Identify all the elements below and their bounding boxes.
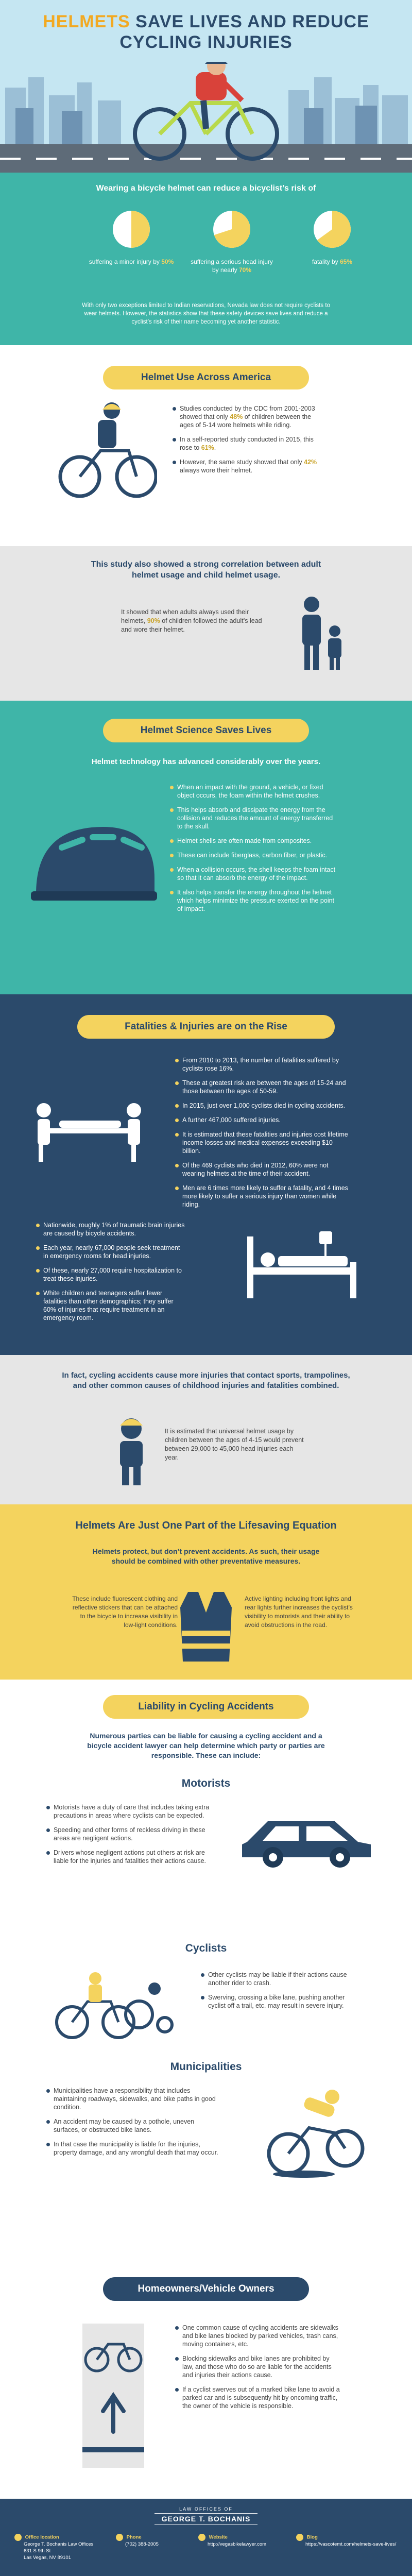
liability-title: Liability in Cycling Accidents (103, 1695, 309, 1719)
correlation-heading: This study also showed a strong correlation between adult helmet usage and child helmet usage. (91, 560, 321, 580)
correlation-text: It showed that when adults always used their helmets, 90% of children followed the adult’s lead and wore their helmet. (121, 608, 262, 633)
science-section (0, 701, 412, 994)
fatalities-list-left (36, 1221, 185, 1328)
logo-top-text: LAW OFFICES OF (179, 2506, 233, 2512)
blog-label: Blog (306, 2534, 318, 2540)
adult-child-icon (296, 595, 348, 672)
usage-title: Helmet Use Across America (103, 366, 309, 389)
list-item: Men are 6 times more likely to suffer a fatality, and 4 times more likely to suffer a serious injury than women while riding. (175, 1184, 350, 1209)
risk-stat-text: fatality by 65% (312, 258, 353, 265)
cyclist-illustration (118, 62, 294, 165)
correlation-section (0, 546, 412, 701)
usage-list (173, 404, 322, 481)
bike-lane-sign-icon (72, 2324, 154, 2468)
hero-title-highlight: HELMETS (43, 12, 130, 31)
equation-title: Helmets Are Just One Part of the Lifesaving Equation (75, 1520, 337, 1531)
blog-link[interactable]: https://vascotemt.com/helmets-save-lives/ (305, 2541, 397, 2547)
phone-number[interactable]: (702) 388-2005 (125, 2541, 159, 2547)
phone-label: Phone (126, 2534, 142, 2540)
list-item: One common cause of cycling accidents are sidewalks and bike lanes blocked by parked vehicles, trash cans, moving containers, etc. (175, 2324, 340, 2348)
footer-logo (154, 2506, 258, 2524)
owners-section (0, 2267, 412, 2499)
list-item: Of these, nearly 27,000 require hospitalization to treat these injuries. (36, 1266, 185, 1283)
list-item: Motorists have a duty of care that includes taking extra precautions in areas where cyclists can be expected. (46, 1803, 216, 1820)
usage-item: However, the same study showed that only 42% always wore their helmet. (173, 458, 322, 474)
list-item: Helmet shells are often made from composites. (170, 837, 340, 845)
science-list (170, 783, 340, 919)
risk-pie-icon (211, 209, 252, 250)
risk-pie-icon (111, 209, 152, 250)
footer-website (198, 2534, 286, 2548)
footer-office (14, 2534, 107, 2561)
list-item: These at greatest risk are between the ages of 15-24 and those between the ages of 50-59. (175, 1079, 350, 1095)
crashing-cyclists-icon (52, 1968, 175, 2040)
owners-list (175, 2324, 340, 2416)
hero-section (0, 0, 412, 173)
risk-pie-icon (312, 209, 353, 250)
municipalities-heading: Municipalities (170, 2061, 242, 2073)
usage-item: Studies conducted by the CDC from 2001-2003 showed that only 48% of children between the ages of 5-14 wore helmets while riding. (173, 404, 322, 429)
logo-name: GEORGE T. BOCHANIS (154, 2513, 258, 2524)
list-item: Of the 469 cyclists who died in 2012, 60% were not wearing helmets at the time of their accident. (175, 1161, 350, 1178)
list-item: When an impact with the ground, a vehicle, or fixed object occurs, the foam within the helmet crushes. (170, 783, 340, 800)
science-subtitle: Helmet technology has advanced considerably over the years. (91, 757, 321, 766)
equation-section (0, 1504, 412, 1680)
equation-right-text: Active lighting including front lights and rear lights further increases the cyclist’s visibility to motorists and their ability to avoid obstructions in the road. (245, 1595, 353, 1629)
list-item: When a collision occurs, the shell keeps the foam intact so that it can absorb the energy of the impact. (170, 866, 340, 882)
helmet-icon (31, 817, 160, 920)
list-item: White children and teenagers suffer fewer fatalities than other demographics; they suffer 60% of injuries that require treatment in an emergency room. (36, 1289, 185, 1322)
risk-pie-slice (131, 211, 150, 248)
car-icon (237, 1806, 376, 1868)
list-item: Each year, nearly 67,000 people seek treatment in emergency rooms for head injuries. (36, 1244, 185, 1260)
footer-blog (296, 2534, 399, 2548)
list-item: An accident may be caused by a pothole, uneven surfaces, or obstructed bike lanes. (46, 2117, 221, 2134)
office-line: 631 S 9th St (24, 2548, 51, 2554)
risk-stat-text: suffering a minor injury by 50% (89, 258, 174, 265)
motorists-list (46, 1803, 216, 1871)
risk-stat (288, 209, 376, 266)
cyclists-heading: Cyclists (185, 1942, 227, 1954)
risk-note: With only two exceptions limited to Indian reservations, Nevada law does not require cyclists to wear helmets. However, the statistics show that these safety devices save lives and reduce a cyclist’s risk of their name becoming yet another statistic. (82, 302, 330, 325)
children-heading: In fact, cycling accidents cause more injuries that contact sports, trampolines, and other common causes of childhood injuries and fatalities combined. (62, 1371, 350, 1390)
globe-icon (198, 2534, 205, 2541)
fatalities-section (0, 994, 412, 1355)
hero-title-line1: SAVE LIVES AND REDUCE (135, 12, 369, 31)
list-item: Speeding and other forms of reckless driving in these areas are negligent actions. (46, 1826, 216, 1842)
list-item: Swerving, crossing a bike lane, pushing another cyclist off a trail, etc. may result in severe injury. (201, 1993, 360, 2010)
list-item: Municipalities have a responsibility that includes maintaining roadways, sidewalks, and bike paths in good condition. (46, 2087, 221, 2111)
risk-stat-text: suffering a serious head injury by nearly 70% (191, 258, 273, 274)
liability-subtitle: Numerous parties can be liable for causing a cycling accident and a bicycle accident lawyer can help determine which party or parties are responsible. These can include: (87, 1732, 325, 1759)
list-item: It also helps transfer the energy throughout the helmet which helps minimize the pressure exerted on the point of impact. (170, 888, 340, 913)
children-text: It is estimated that universal helmet usage by children between the ages of 4-15 would prevent between 29,000 to 45,000 head injuries each year. (165, 1428, 304, 1461)
equation-left-text: These include fluorescent clothing and reflective stickers that can be attached to the bicycle to increase visibility in low-light conditions. (72, 1595, 178, 1629)
science-title: Helmet Science Saves Lives (103, 719, 309, 742)
fatalities-title: Fatalities & Injuries are on the Rise (77, 1015, 335, 1039)
phone-icon (116, 2534, 123, 2541)
fallen-cyclist-icon (242, 2087, 371, 2179)
fatalities-list-right (175, 1056, 350, 1215)
stretcher-icon (31, 1097, 149, 1164)
owners-title: Homeowners/Vehicle Owners (103, 2277, 309, 2301)
list-item: Nationwide, roughly 1% of traumatic brain injuries are caused by bicycle accidents. (36, 1221, 185, 1238)
list-item: If a cyclist swerves out of a marked bike lane to avoid a parked car and is subsequently hit by oncoming traffic, the owner of the vehicle is responsible. (175, 2385, 340, 2410)
blog-icon (296, 2534, 303, 2541)
equation-subtitle: Helmets protect, but don’t prevent accidents. As such, their usage should be combined with other preventative measures. (92, 1547, 320, 1565)
office-address (24, 2541, 107, 2561)
list-item: In 2015, just over 1,000 cyclists died in cycling accidents. (175, 1101, 350, 1110)
safety-vest-icon (178, 1587, 234, 1664)
motorists-heading: Motorists (181, 1777, 231, 1789)
liability-section (0, 1680, 412, 2267)
municipalities-list (46, 2087, 221, 2163)
usage-section (0, 345, 412, 546)
office-line: Las Vegas, NV 89101 (24, 2555, 71, 2561)
footer-phone (116, 2534, 188, 2548)
risk-section (0, 173, 412, 345)
website-label: Website (209, 2534, 228, 2540)
risk-stat (188, 209, 276, 274)
website-link[interactable]: http://vegasbikelawyer.com (208, 2541, 267, 2547)
list-item: Drivers whose negligent actions put others at risk are liable for the injuries and fatalities their actions cause. (46, 1849, 216, 1865)
risk-heading: Wearing a bicycle helmet can reduce a bicyclist’s risk of (96, 184, 316, 193)
footer (0, 2499, 412, 2576)
location-icon (14, 2534, 22, 2541)
list-item: In that case the municipality is liable for the injuries, property damage, and any wrongful death that may occur. (46, 2140, 221, 2157)
cyclists-list (201, 1971, 360, 2016)
list-item: These can include fiberglass, carbon fiber, or plastic. (170, 851, 340, 859)
list-item: It is estimated that these fatalities and injuries cost lifetime income losses and medical expenses exceeding $10 billion. (175, 1130, 350, 1155)
office-label: Office location (25, 2534, 59, 2540)
hero-title-line2: CYCLING INJURIES (119, 32, 293, 52)
child-helmet-icon (111, 1414, 152, 1486)
list-item: This helps absorb and dissipate the energy from the collision and reduces the amount of energy transferred to the skull. (170, 806, 340, 831)
children-section (0, 1355, 412, 1504)
list-item: Blocking sidewalks and bike lanes are prohibited by law, and those who do so are liable for the accidents and injuries their actions cause. (175, 2354, 340, 2379)
list-item: Other cyclists may be liable if their actions cause another rider to crash. (201, 1971, 360, 1987)
list-item: A further 467,000 suffered injuries. (175, 1116, 350, 1124)
usage-item: In a self-reported study conducted in 2015, this rose to 61%. (173, 435, 322, 452)
risk-stat (88, 209, 175, 266)
list-item: From 2010 to 2013, the number of fatalities suffered by cyclists rose 16%. (175, 1056, 350, 1073)
hospital-bed-icon (242, 1231, 360, 1303)
office-line: George T. Bochanis Law Offices (24, 2541, 94, 2547)
child-cyclist-icon (54, 399, 157, 502)
